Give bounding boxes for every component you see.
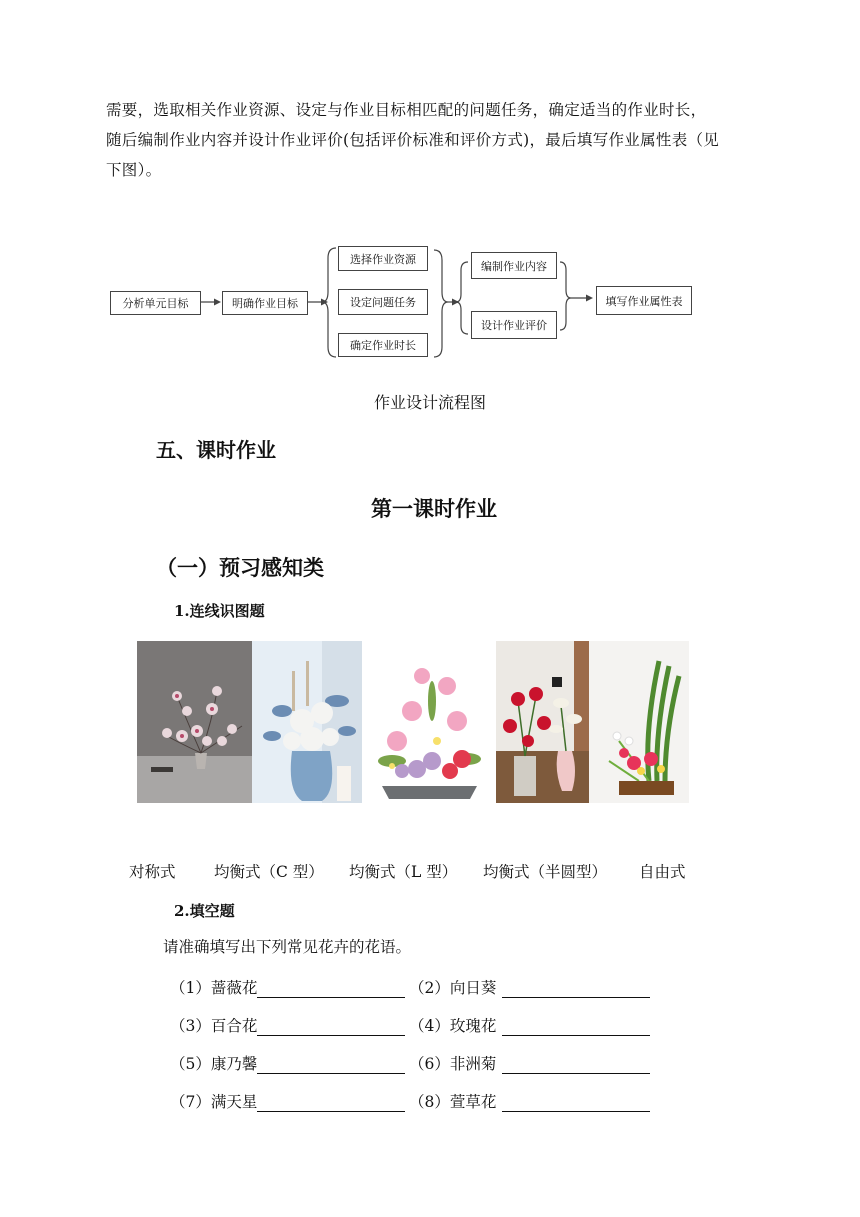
intro-line-2: 随后编制作业内容并设计作业评价(包括评价标准和评价方式)，最后填写作业属性表（见 [106, 131, 720, 149]
fill-label-1: （1）蔷薇花 [170, 979, 258, 997]
answer-blank-5[interactable] [257, 1055, 405, 1074]
fill-item-5 [170, 1052, 405, 1074]
fill-item-7 [170, 1090, 405, 1112]
style-label-3: 均衡式（L 型） [349, 863, 458, 881]
section-title: 五、课时作业 [156, 438, 276, 462]
node-clarify: 明确作业目标 [222, 291, 308, 315]
fill-item-6 [409, 1052, 650, 1074]
node-analyze: 分析单元目标 [110, 291, 201, 315]
flow-diagram [0, 0, 860, 380]
fill-label-7: （7）满天星 [170, 1093, 258, 1111]
flow-connectors [0, 0, 860, 380]
fill-item-3 [170, 1014, 405, 1036]
node-time: 确定作业时长 [338, 333, 428, 357]
style-label-1: 对称式 [129, 863, 176, 881]
style-label-2: 均衡式（C 型） [214, 863, 324, 881]
flower-arrangement-photo-3 [362, 641, 496, 803]
answer-blank-1[interactable] [257, 979, 405, 998]
flowchart-caption: 作业设计流程图 [373, 393, 486, 412]
node-set-task: 设定问题任务 [338, 289, 428, 315]
answer-blank-4[interactable] [502, 1017, 650, 1036]
q1-title: 1.连线识图题 [174, 602, 265, 620]
answer-blank-8[interactable] [502, 1093, 650, 1112]
lesson-title: 第一课时作业 [371, 497, 497, 521]
style-label-5: 自由式 [639, 863, 686, 881]
fill-label-3: （3）百合花 [170, 1017, 258, 1035]
fill-label-2: （2）向日葵 [409, 979, 497, 997]
style-labels [0, 860, 860, 884]
answer-blank-7[interactable] [257, 1093, 405, 1112]
style-label-4: 均衡式（半圆型） [483, 863, 608, 881]
answer-blank-6[interactable] [502, 1055, 650, 1074]
node-evaluate: 设计作业评价 [471, 311, 557, 339]
node-select: 选择作业资源 [338, 246, 428, 271]
fill-label-6: （6）非洲菊 [409, 1055, 497, 1073]
intro-line-3: 下图）。 [106, 161, 162, 179]
node-fill: 填写作业属性表 [596, 286, 692, 315]
fill-label-8: （8）萱草花 [409, 1093, 497, 1111]
fill-label-5: （5）康乃馨 [170, 1055, 258, 1073]
flower-arrangement-photo-2 [252, 641, 362, 803]
flower-arrangement-photo-1 [137, 641, 252, 803]
fill-item-8 [409, 1090, 650, 1112]
flower-arrangement-photo-5 [589, 641, 689, 803]
node-compile: 编制作业内容 [471, 252, 557, 279]
subsection-title: （一）预习感知类 [156, 556, 324, 580]
fill-item-1 [170, 976, 405, 998]
fill-item-4 [409, 1014, 650, 1036]
fill-item-2 [409, 976, 650, 998]
q2-title: 2.填空题 [174, 902, 235, 920]
answer-blank-3[interactable] [257, 1017, 405, 1036]
fill-label-4: （4）玫瑰花 [409, 1017, 497, 1035]
intro-line-1: 需要，选取相关作业资源、设定与作业目标相匹配的问题任务，确定适当的作业时长， [106, 101, 707, 119]
q2-instruction: 请准确填写出下列常见花卉的花语。 [163, 938, 412, 956]
flower-arrangement-photo-4 [496, 641, 589, 803]
answer-blank-2[interactable] [502, 979, 650, 998]
